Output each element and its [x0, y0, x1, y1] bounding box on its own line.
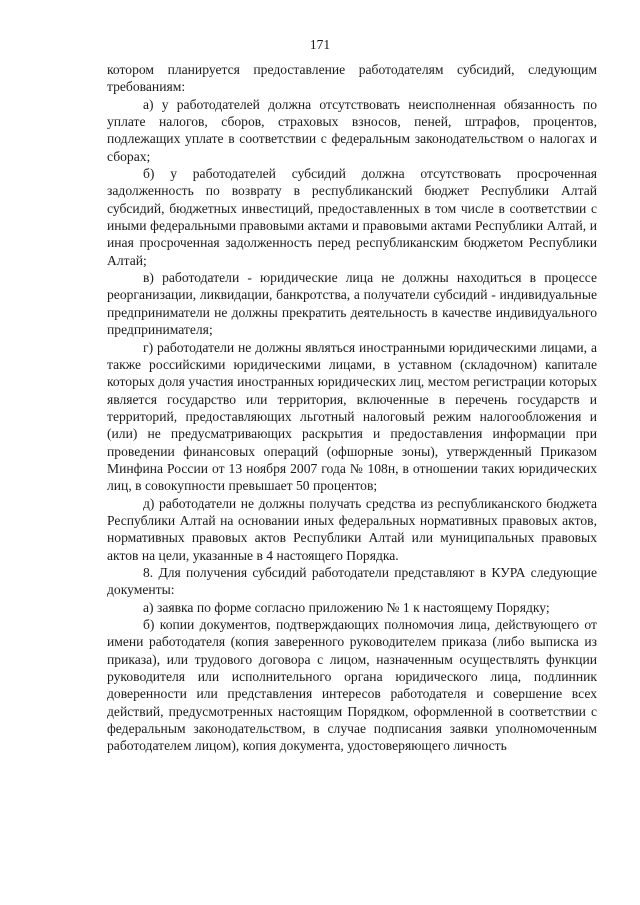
- paragraph-item-a-application: а) заявка по форме согласно приложению № 1 к настоящему Порядку;: [143, 599, 550, 615]
- document-body: [107, 61, 597, 755]
- paragraph-item-a-taxes: а) у работодателей должна отсутствовать неисполненная обязанность по уплате налогов, сборов, страховых взносов, пеней, штрафов, процентов, подлежащих уплате в соответствии с федеральным законодательством о налогах и сборах;: [107, 96, 597, 164]
- paragraph-item-b-debt: б) у работодателей субсидий должна отсутствовать просроченная задолженность по возврату в республиканский бюджет Республики Алтай субсидий, бюджетных инвестиций, предоставленных в том числе в соответствии с иными федеральными правовыми актами и правовыми актами Республики Алтай, и иная просроченная задолженность перед республиканским бюджетом Республики Алтай;: [107, 166, 597, 268]
- paragraph-item-b-documents: б) копии документов, подтверждающих полномочия лица, действующего от имени работодателя (копия заверенного руководителем приказа (либо выписка из приказа), или трудового договора с лицом, назначенным осуществлять функции руководителя или исполнительного органа юридического лица, подлинник доверенности или представления интересов работодателя и совершение всех действий, предусмотренных настоящим Порядком, оформленной в соответствии с федеральным законодательством, в случае подписания заявки уполномоченным работодателем лицом), копия документа, удостоверяющего личность: [107, 617, 597, 754]
- paragraph-item-v-reorganization: в) работодатели - юридические лица не должны находиться в процессе реорганизации, ликвидации, банкротства, а получатели субсидий - индивидуальные предприниматели не должны прекратить деятельность в качестве индивидуального предпринимателя;: [107, 270, 597, 338]
- paragraph-item-d-other-funding: д) работодатели не должны получать средства из республиканского бюджета Республики Алтай на основании иных федеральных нормативных правовых актов, нормативных правовых актов Республики Алтай или муниципальных правовых актов на цели, указанные в 4 настоящего Порядка.: [107, 495, 597, 563]
- paragraph-item-g-foreign-entities: г) работодатели не должны являться иностранными юридическими лицами, а также российскими юридическими лицами, в уставном (складочном) капитале которых доля участия иностранных юридических лиц, местом регистрации которых является государство или территория, включенные в перечень государств и территорий, предоставляющих льготный налоговый режим налогообложения и (или) не предусматривающих раскрытия и предоставления информации при проведении финансовых операций (офшорные зоны), утвержденный Приказом Минфина России от 13 ноября 2007 года № 108н, в отношении таких юридических лиц, в совокупности превышает 50 процентов;: [107, 339, 597, 494]
- paragraph-continuation: котором планируется предоставление работодателям субсидий, следующим требованиям:: [107, 62, 597, 95]
- paragraph-section-8: 8. Для получения субсидий работодатели представляют в КУРА следующие документы:: [107, 564, 597, 598]
- page-number: 171: [309, 37, 331, 52]
